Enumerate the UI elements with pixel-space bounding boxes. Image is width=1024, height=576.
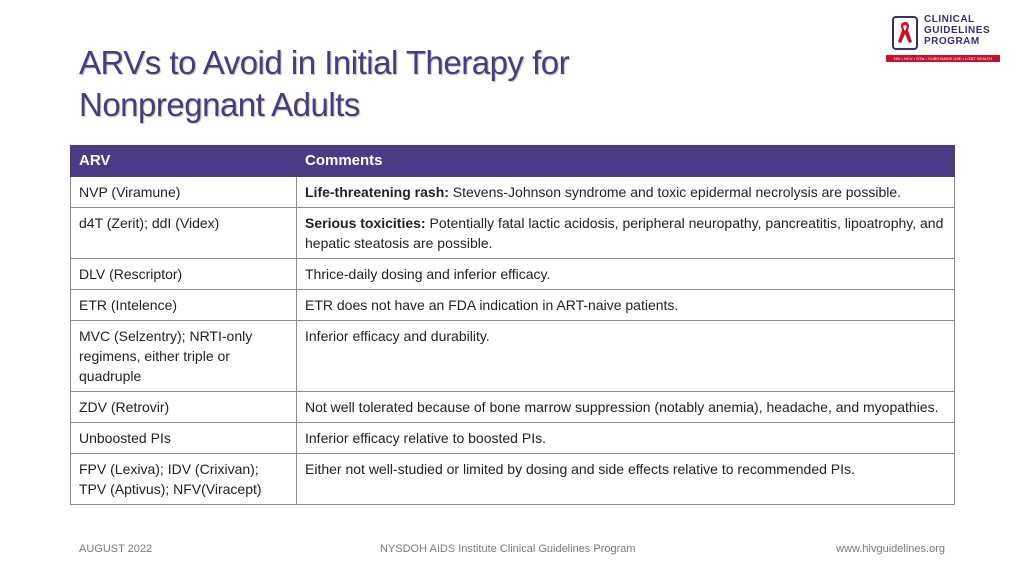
arv-cell: d4T (Zerit); ddI (Videx) [71,208,297,259]
red-ribbon-icon [892,16,918,50]
table-header-row [71,146,955,177]
comment-cell [297,423,955,454]
comment-text: Potentially fatal lactic acidosis, peripheral neuropathy, pancreatitis, lipoatrophy, and hepatic steatosis are possible. [305,215,944,251]
logo-tagline: HIV • HCV • STIs • SUBSTANCE USE • LGBT HEALTH [886,55,1000,62]
arv-cell: MVC (Selzentry); NRTI-only regimens, either triple or quadruple [71,321,297,392]
table-row [71,454,955,505]
slide-title-line-1: ARVs to Avoid in Initial Therapy for [79,44,570,81]
comment-text: ETR does not have an FDA indication in ART-naive patients. [305,297,679,313]
comment-cell [297,290,955,321]
table-row [71,259,955,290]
arv-cell: Unboosted PIs [71,423,297,454]
footer-date: AUGUST 2022 [79,543,153,555]
arv-cell: ZDV (Retrovir) [71,392,297,423]
comment-emphasis: Life-threatening rash: [305,184,449,200]
comment-cell [297,392,955,423]
comment-cell [297,177,955,208]
comment-text: Inferior efficacy relative to boosted PIs. [305,430,546,446]
table-row [71,290,955,321]
comment-cell [297,208,955,259]
comment-cell [297,454,955,505]
comment-cell [297,259,955,290]
arv-cell: DLV (Rescriptor) [71,259,297,290]
footer-org: NYSDOH AIDS Institute Clinical Guidelines Program [380,543,636,555]
table-row [71,177,955,208]
comment-cell [297,321,955,392]
comment-text: Inferior efficacy and durability. [305,328,490,344]
column-header-comments: Comments [297,146,955,177]
footer-url: www.hivguidelines.org [836,543,945,555]
table-row [71,392,955,423]
comment-text: Thrice-daily dosing and inferior efficacy. [305,266,551,282]
table-row [71,208,955,259]
clinical-guidelines-logo [886,14,1000,64]
table-row [71,321,955,392]
comment-text: Not well tolerated because of bone marrow suppression (notably anemia), headache, and myopathies. [305,399,939,415]
comment-emphasis: Serious toxicities: [305,215,426,231]
logo-wordmark: CLINICAL GUIDELINES PROGRAM [924,14,991,47]
table-row [71,423,955,454]
comment-text: Stevens-Johnson syndrome and toxic epidermal necrolysis are possible. [448,184,902,200]
slide-title-line-2: Nonpregnant Adults [79,86,360,123]
comment-text: Either not well-studied or limited by dosing and side effects relative to recommended PIs. [305,461,855,477]
arv-cell: NVP (Viramune) [71,177,297,208]
arv-cell: FPV (Lexiva); IDV (Crixivan); TPV (Aptivus); NFV(Viracept) [71,454,297,505]
arv-cell: ETR (Intelence) [71,290,297,321]
slide-title [79,42,779,126]
arv-table [70,145,955,505]
column-header-arv: ARV [71,146,297,177]
